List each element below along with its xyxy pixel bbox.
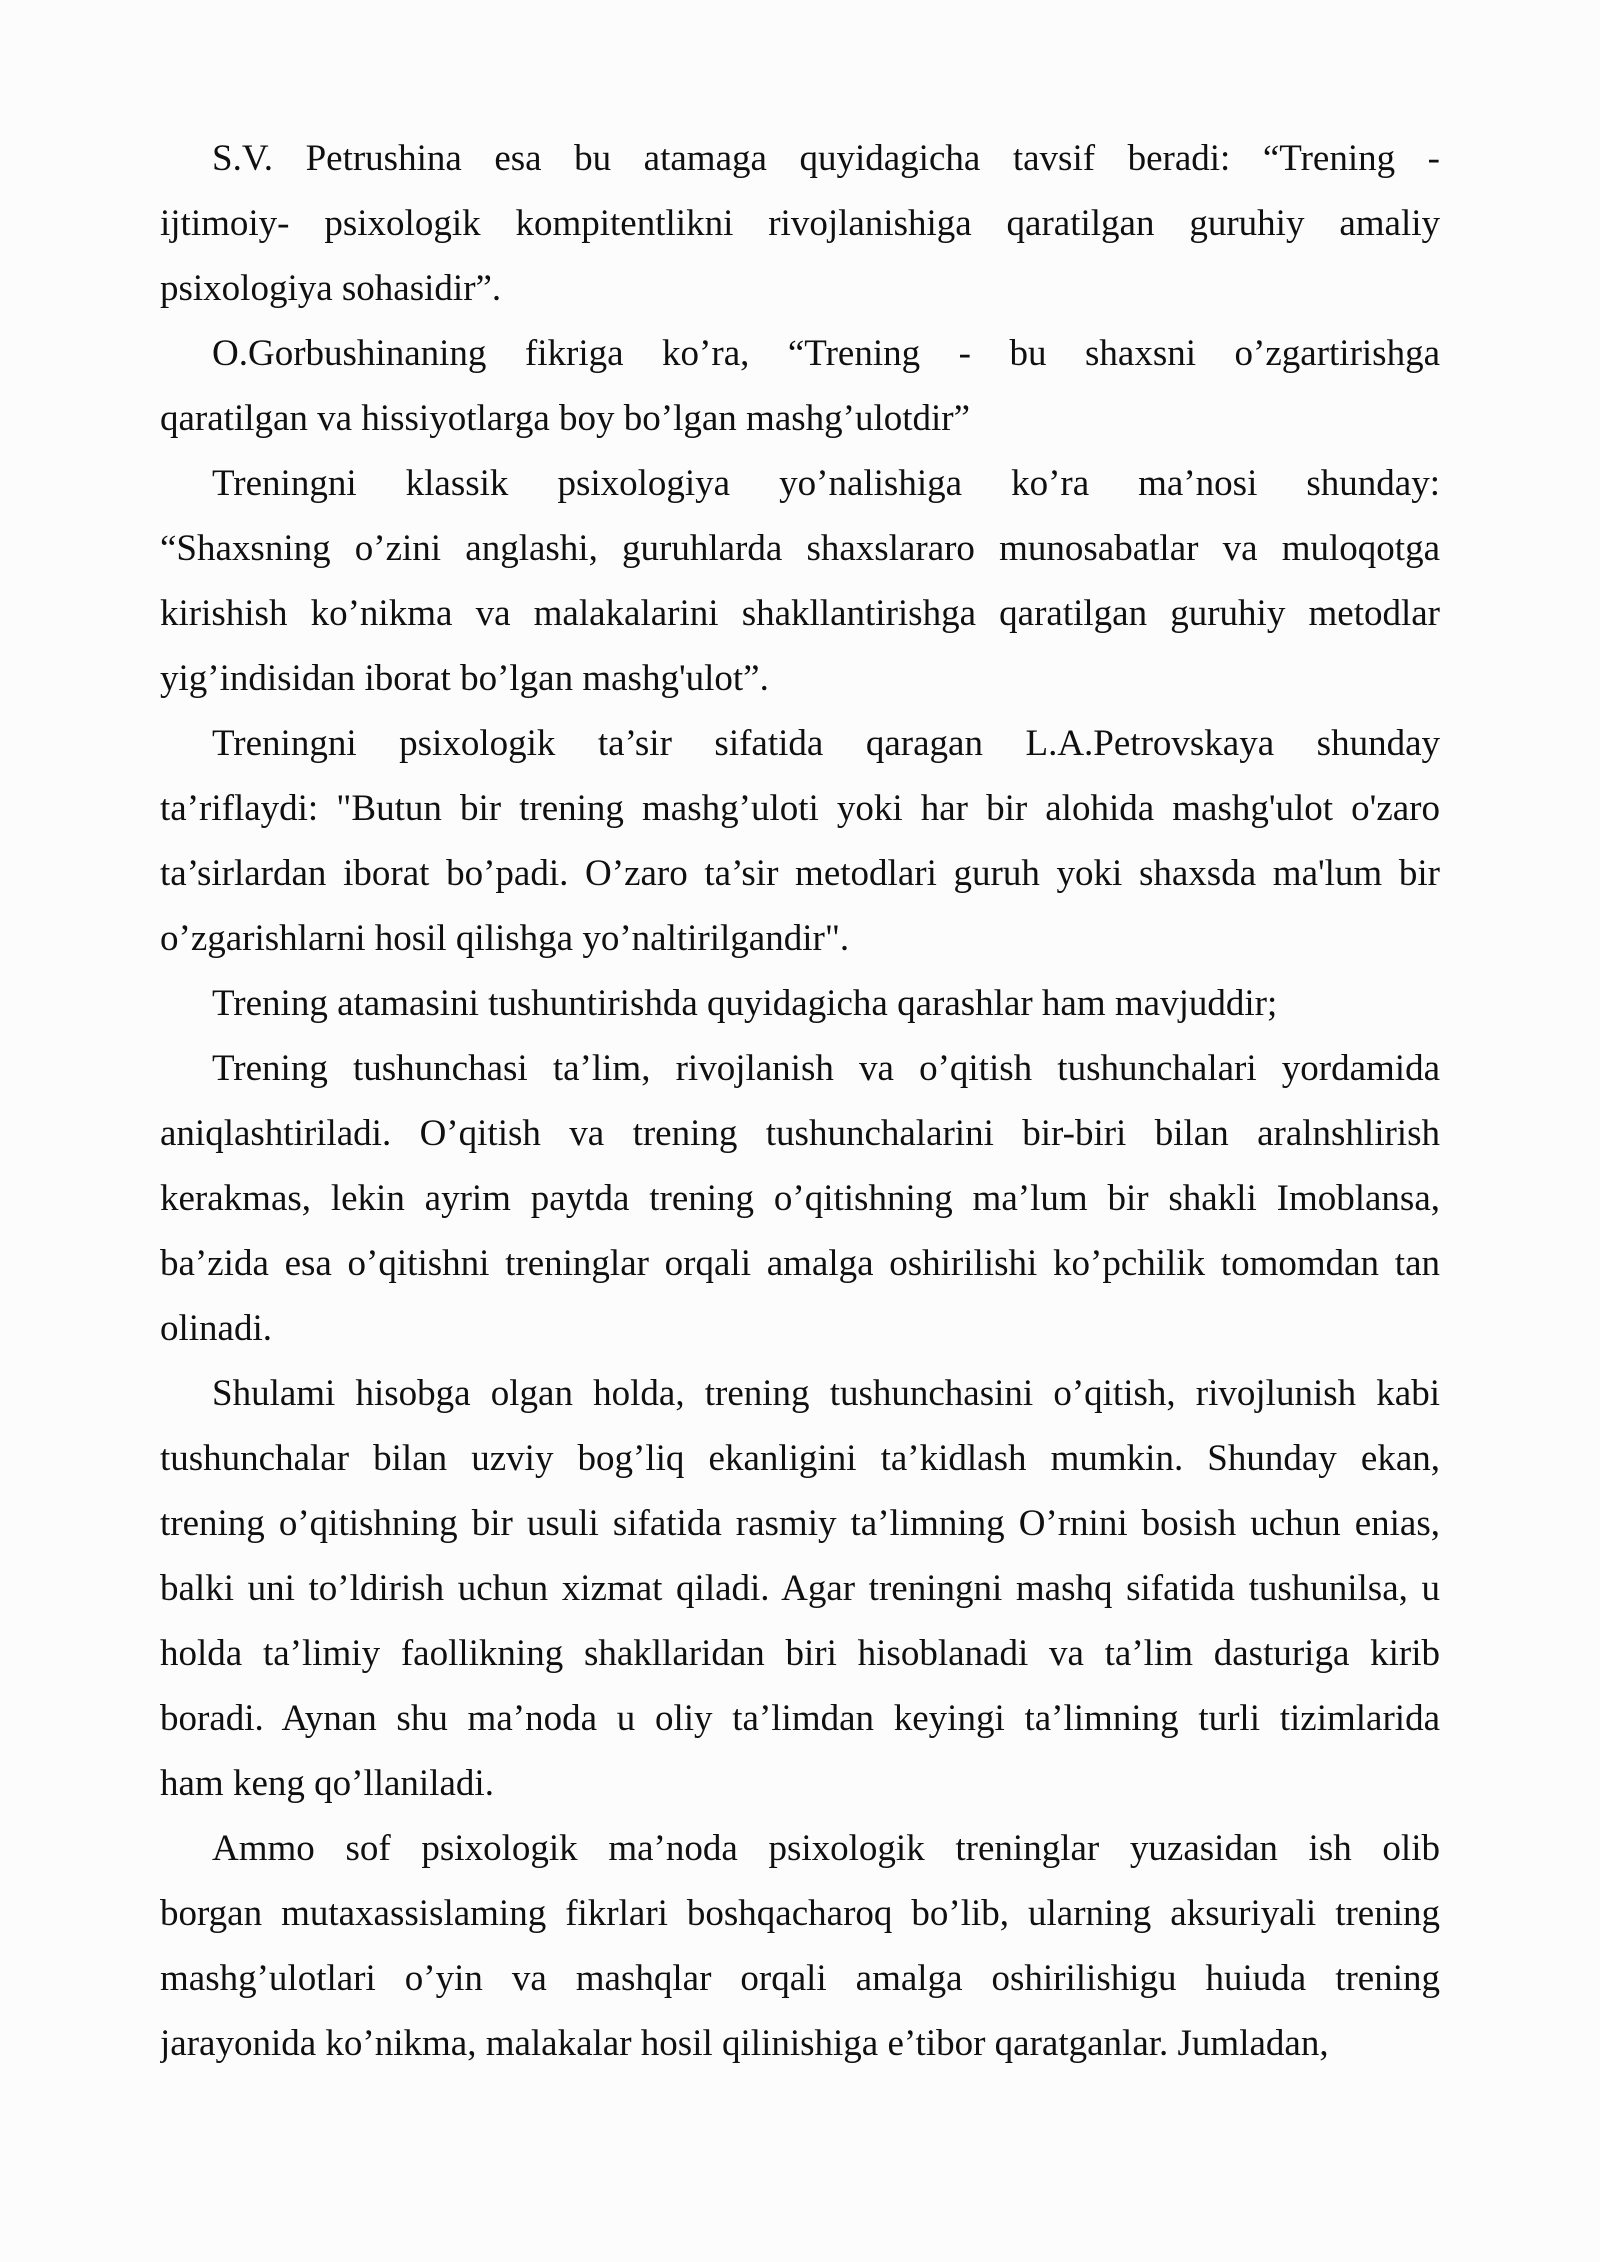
text-line: psixologiya sohasidir”. xyxy=(160,268,502,309)
text-line: “Shaxsning o’zini anglashi, guruhlarda shaxslararo munosabatlar va muloqotga xyxy=(160,528,1440,569)
text-line: jarayonida ko’nikma, malakalar hosil qilinishiga e’tibor qaratganlar. Jumladan, xyxy=(160,2023,1329,2064)
text-line: o’zgarishlarni hosil qilishga yo’naltirilgandir". xyxy=(160,918,850,959)
text-line: qaratilgan va hissiyotlarga boy bo’lgan mashg’ulotdir” xyxy=(160,398,971,439)
paragraph xyxy=(160,126,1440,321)
text-line: boradi. Aynan shu ma’noda u oliy ta’limdan keyingi ta’limning turli tizimlarida xyxy=(160,1698,1440,1739)
text-line: Ammo sof psixologik ma’noda psixologik treninglar yuzasidan ish olib xyxy=(212,1828,1440,1869)
text-line: Trening tushunchasi ta’lim, rivojlanish va o’qitish tushunchalari yordamida xyxy=(212,1048,1440,1089)
text-line: mashg’ulotlari o’yin va mashqlar orqali amalga oshirilishigu huiuda trening xyxy=(160,1958,1440,1999)
text-line: kirishish ko’nikma va malakalarini shakllantirishga qaratilgan guruhiy metodlar xyxy=(160,593,1440,634)
text-line: S.V. Petrushina esa bu atamaga quyidagicha tavsif beradi: “Trening - xyxy=(212,138,1440,179)
text-line: holda ta’limiy faollikning shakllaridan biri hisoblanadi va ta’lim dasturiga kirib xyxy=(160,1633,1440,1674)
text-line: balki uni to’ldirish uchun xizmat qiladi. Agar treningni mashq sifatida tushunilsa, u xyxy=(160,1568,1440,1609)
text-line: Treningni psixologik ta’sir sifatida qaragan L.A.Petrovskaya shunday xyxy=(212,723,1440,764)
text-line: trening o’qitishning bir usuli sifatida rasmiy ta’limning O’rnini bosish uchun enias, xyxy=(160,1503,1440,1544)
text-line: Shulami hisobga olgan holda, trening tushunchasini o’qitish, rivojlunish kabi xyxy=(212,1373,1440,1414)
text-line: Trening atamasini tushuntirishda quyidagicha qarashlar ham mavjuddir; xyxy=(212,983,1278,1024)
text-line: ta’sirlardan iborat bo’padi. O’zaro ta’sir metodlari guruh yoki shaxsda ma'lum bir xyxy=(160,853,1440,894)
text-line: yig’indisidan iborat bo’lgan mashg'ulot”. xyxy=(160,658,769,699)
text-line: tushunchalar bilan uzviy bog’liq ekanligini ta’kidlash mumkin. Shunday ekan, xyxy=(160,1438,1440,1479)
text-line: kerakmas, lekin ayrim paytda trening o’qitishning ma’lum bir shakli Imoblansa, xyxy=(160,1178,1440,1219)
text-line: aniqlashtiriladi. O’qitish va trening tushunchalarini bir-biri bilan aralnshlirish xyxy=(160,1113,1440,1154)
text-line: O.Gorbushinaning fikriga ko’ra, “Trening - bu shaxsni o’zgartirishga xyxy=(212,333,1440,374)
document-text-block xyxy=(160,126,1440,2076)
paragraph xyxy=(160,321,1440,451)
text-line: olinadi. xyxy=(160,1308,273,1349)
text-line: ham keng qo’llaniladi. xyxy=(160,1763,494,1804)
text-line: ijtimoiy- psixologik kompitentlikni rivojlanishiga qaratilgan guruhiy amaliy xyxy=(160,203,1440,244)
text-line: ta’riflaydi: "Butun bir trening mashg’uloti yoki har bir alohida mashg'ulot o'zaro xyxy=(160,788,1440,829)
paragraph xyxy=(160,971,1440,1036)
paragraph xyxy=(160,1361,1440,1816)
text-line: borgan mutaxassislaming fikrlari boshqacharoq bo’lib, ularning aksuriyali trening xyxy=(160,1893,1440,1934)
text-line: Treningni klassik psixologiya yo’nalishiga ko’ra ma’nosi shunday: xyxy=(212,463,1440,504)
paragraph xyxy=(160,451,1440,711)
paragraph xyxy=(160,1036,1440,1361)
paragraph xyxy=(160,1816,1440,2076)
text-line: ba’zida esa o’qitishni treninglar orqali amalga oshirilishi ko’pchilik tomomdan tan xyxy=(160,1243,1440,1284)
paragraph xyxy=(160,711,1440,971)
